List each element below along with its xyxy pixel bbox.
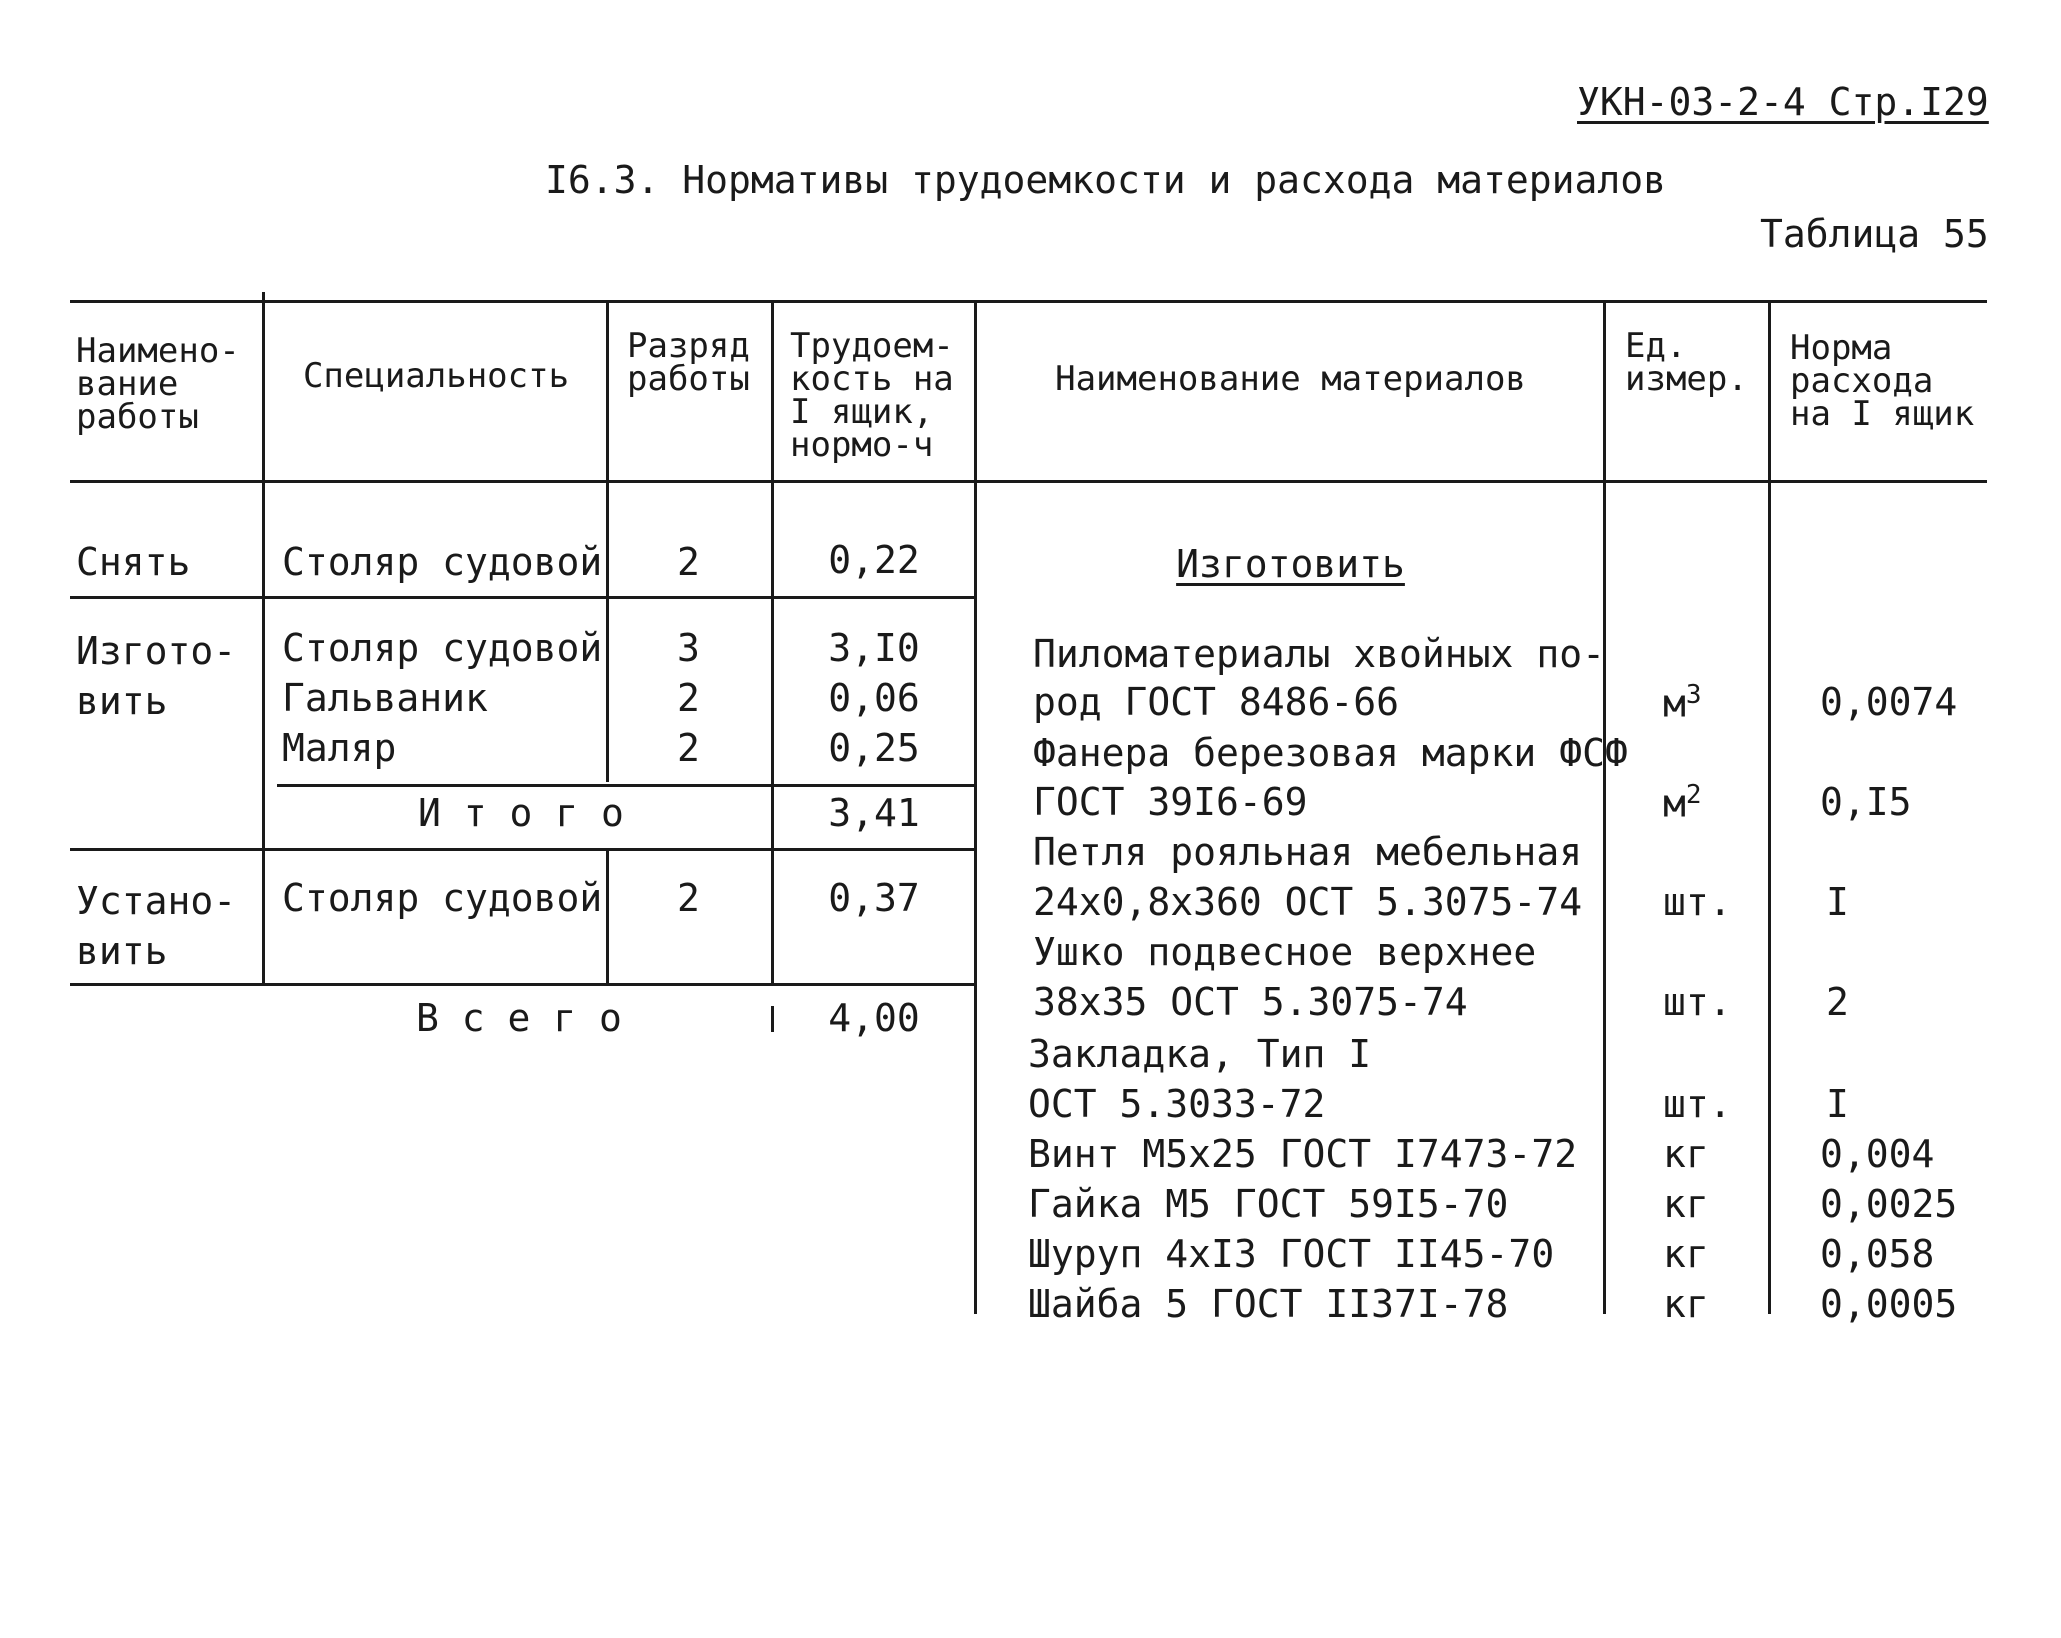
- work-install: Устано- вить: [76, 879, 237, 973]
- hours-remove: 0,22: [828, 538, 920, 582]
- material-name: 38х35 ОСТ 5.3075-74: [1033, 980, 1468, 1024]
- rule-col-work: [262, 292, 265, 983]
- total-label: В с е г о: [416, 996, 622, 1040]
- material-norm: 0,058: [1820, 1232, 1935, 1276]
- subtotal-hours: 3,41: [828, 791, 920, 835]
- document-reference: УКН-03-2-4 Стр.I29: [1577, 80, 1989, 124]
- rule-header-bottom: [70, 480, 1987, 483]
- material-name: Фанера березовая марки ФСФ: [1033, 731, 1628, 775]
- grade-remove: 2: [677, 540, 700, 584]
- rule-col-material: [1603, 300, 1606, 1314]
- hours-make-3: 0,25: [828, 726, 920, 770]
- hours-make-1: 3,I0: [828, 626, 920, 670]
- rule-after-make: [70, 848, 976, 851]
- material-name: Пиломатериалы хвойных по-: [1033, 632, 1605, 676]
- material-norm: 0,0005: [1820, 1282, 1958, 1326]
- material-unit: шт.: [1663, 980, 1732, 1024]
- header-specialty: Специальность: [302, 356, 570, 396]
- rule-col-unit: [1768, 300, 1771, 1314]
- rule-after-remove: [70, 596, 976, 599]
- material-unit: кг: [1663, 1232, 1709, 1276]
- material-norm: I: [1826, 1082, 1849, 1126]
- section-title: I6.3. Нормативы трудоемкости и расхода материалов: [545, 158, 1667, 202]
- header-unit: Ед. измер.: [1625, 326, 1748, 399]
- material-unit: кг: [1663, 1182, 1709, 1226]
- header-norm: Норма расхода на I ящик: [1790, 328, 1975, 434]
- material-norm: I: [1826, 880, 1849, 924]
- work-make: Изгото- вить: [76, 629, 237, 723]
- material-name: род ГОСТ 8486-66: [1033, 680, 1400, 724]
- specialty-make-2: Гальваник: [282, 676, 488, 720]
- material-unit: кг: [1663, 1132, 1709, 1176]
- grade-make-3: 2: [677, 726, 700, 770]
- grade-install: 2: [677, 876, 700, 920]
- grade-make-1: 3: [677, 626, 700, 670]
- material-name: 24х0,8х360 ОСТ 5.3075-74: [1033, 880, 1583, 924]
- hours-install: 0,37: [828, 876, 920, 920]
- material-norm: 0,004: [1820, 1132, 1935, 1176]
- material-name: Шайба 5 ГОСТ II37I-78: [1028, 1282, 1509, 1326]
- material-unit: $м^2$: [1663, 780, 1702, 826]
- rule-subtotal-top: [277, 784, 976, 787]
- material-name: Винт М5х25 ГОСТ I7473-72: [1028, 1132, 1578, 1176]
- specialty-make-3: Маляр: [282, 726, 397, 770]
- material-unit: кг: [1663, 1282, 1709, 1326]
- table-label: Таблица 55: [1760, 212, 1989, 256]
- material-unit: $м^3$: [1663, 680, 1702, 726]
- rule-after-install: [70, 983, 976, 986]
- material-norm: 2: [1826, 980, 1849, 1024]
- subtotal-label: И т о г о: [418, 791, 624, 835]
- rule-col-labor: [974, 300, 977, 1314]
- hours-make-2: 0,06: [828, 676, 920, 720]
- specialty-remove: Столяр судовой: [282, 540, 603, 584]
- material-unit: шт.: [1663, 880, 1732, 924]
- work-remove: Снять: [76, 540, 191, 584]
- material-name: Шуруп 4хI3 ГОСТ II45-70: [1028, 1232, 1555, 1276]
- material-name: Ушко подвесное верхнее: [1033, 930, 1537, 974]
- specialty-make-1: Столяр судовой: [282, 626, 603, 670]
- header-work-name: Наимено- вание работы: [76, 331, 240, 437]
- material-name: Закладка, Тип I: [1028, 1032, 1372, 1076]
- material-name: Гайка М5 ГОСТ 59I5-70: [1028, 1182, 1509, 1226]
- total-hours: 4,00: [828, 996, 920, 1040]
- header-grade: Разряд работы: [627, 326, 750, 399]
- material-norm: 0,0025: [1820, 1182, 1958, 1226]
- rule-top: [70, 300, 1987, 303]
- grade-make-2: 2: [677, 676, 700, 720]
- material-norm: 0,I5: [1820, 780, 1912, 824]
- material-norm: 0,0074: [1820, 680, 1958, 724]
- material-unit: шт.: [1663, 1082, 1732, 1126]
- material-name: ГОСТ 39I6-69: [1033, 780, 1308, 824]
- material-name: ОСТ 5.3033-72: [1028, 1082, 1326, 1126]
- materials-heading: Изготовить: [1176, 542, 1405, 586]
- material-name: Петля рояльная мебельная: [1033, 830, 1583, 874]
- header-labor: Трудоем- кость на I ящик, нормо-ч: [790, 326, 954, 465]
- header-material: Наименование материалов: [1055, 359, 1526, 399]
- specialty-install: Столяр судовой: [282, 876, 603, 920]
